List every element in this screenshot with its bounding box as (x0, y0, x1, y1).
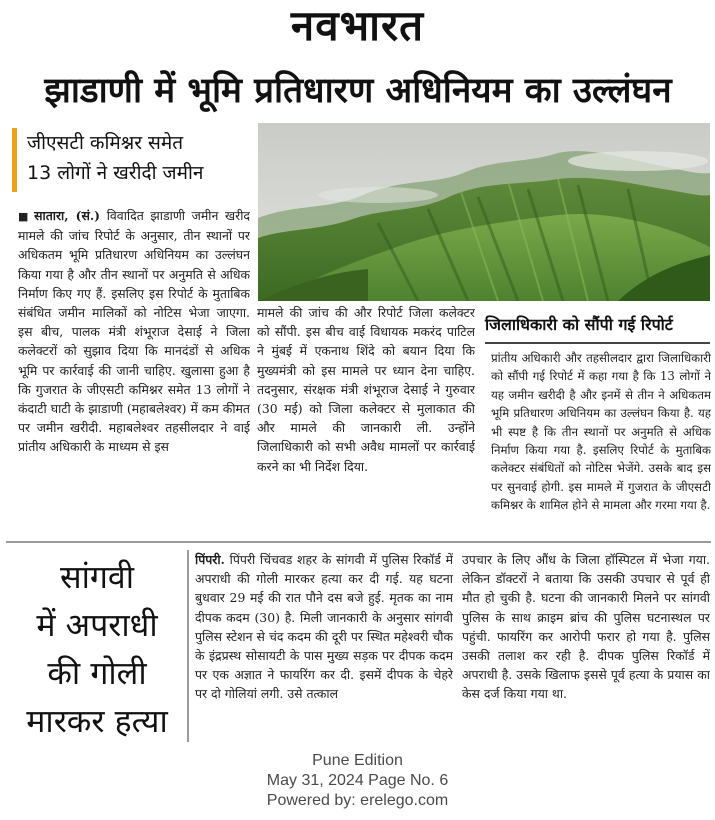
story-text: उपचार के लिए औंध के जिला हॉस्पिटल में भेजा गया. लेकिन डॉक्टरों ने बताया कि उसकी उपचार से पूर्व ही मौत हो चुकी है. घटना की जानकारी मिलने पर सांगवी पुलिस के साथ क्राइम ब्रांच की पुलिस घटनास्थल पर पहुंची. फायरिंग कर आरोपी फरार हो गया है. पुलिस उसकी तलाश कर रही है. दीपक पुलिस रिकॉर्ड में अपराधी है. उसके खिलाफ इससे पूर्व हत्या के प्रयास का केस दर्ज किया गया था. (462, 552, 710, 702)
sidebar-body: प्रांतीय अधिकारी और तहसीलदार द्वारा जिलाधिकारी को सौंपी गई रिपोर्ट में कहा गया है कि 13 लोगों ने यह जमीन खरीदी है और इनमें से तीन ने अधिकतम भूमि प्रतिधारण अधिनियम का उल्लंघन किया है. यह भी स्पष्ट है कि तीन स्थानों पर अनुमति से अधिक निर्माण किया गया है. इसलिए रिपोर्ट के मुताबिक कलेक्टर संबंधितों को नोटिस भेजेंगे. उसके बाद इस पर सुनवाई होगी. इस मामले में गुजरात के जीएसटी कमिश्नर के शामिल होने से मामला और गरमा गया है. (491, 351, 711, 513)
mountain-landscape-photo (258, 123, 710, 301)
bullet-square-icon: ■ (18, 210, 32, 223)
page-headline: झाडाणी में भूमि प्रतिधारण अधिनियम का उल्लंघन (44, 71, 672, 111)
subheadline-line-2: 13 लोगों ने खरीदी जमीन (27, 162, 204, 184)
story2-headline-line: की गोली (47, 654, 147, 692)
story-column-1 (18, 206, 250, 536)
story2-headline-line: सांगवी (59, 558, 135, 596)
story-column-2 (257, 303, 475, 535)
edition-label: Pune Edition (312, 752, 403, 769)
powered-by-label: Powered by: erelego.com (266, 792, 449, 809)
story-text: पिंपरी चिंचवड शहर के सांगवी में पुलिस रिकॉर्ड में अपराधी की गोली मारकर हत्या कर दी गई. यह घटना बुधवार 29 मई की रात पौने दस बजे हुई. मृतक का नाम दीपक कदम (30) है. मिली जानकारी के अनुसार सांगवी पुलिस स्टेशन से चंद कदम की दूरी पर स्थित महेश्वरी चौक के इंद्रप्रस्थ सोसायटी के पास मुख्य सड़क पर दीपक कदम पर एक अज्ञात ने फायरिंग कर दी. इसमें दीपक के चेहरे पर दो गोलियां लगी. उसे तत्काल (195, 552, 453, 702)
date-page-label: May 31, 2024 Page No. 6 (266, 772, 449, 789)
story2-column-1 (195, 550, 453, 740)
story2-headline-line: में अपराधी (36, 606, 158, 644)
story-text: मामले की जांच की और रिपोर्ट जिला कलेक्टर को सौंपी. इस बीच वाई विधायक मकरंद पाटिल ने मुंबई में एकनाथ शिंदे को बयान दिया कि मुख्यमंत्री को इस मामले पर ध्यान देना चाहिए. तदनुसार, संरक्षक मंत्री शंभूराज देसाई ने गुरुवार (30 मई) को जिला कलेक्टर से मुलाकात की और मामले की जानकारी ली. उन्होंने जिलाधिकारी को सभी अवैध मामलों पर कार्रवाई करने का भी निर्देश दिया. (257, 305, 475, 474)
story-subheadline (12, 128, 257, 192)
story2-column-2 (462, 550, 710, 740)
dateline: सातारा, (सं.) (34, 208, 101, 223)
newspaper-masthead: नवभारत (290, 1, 425, 50)
column-divider (187, 550, 189, 742)
sidebar-heading: जिलाधिकारी को सौंपी गई रिपोर्ट (485, 308, 710, 344)
story2-headline (12, 553, 182, 753)
page-footer (0, 751, 715, 811)
story2-headline-line: मारकर हत्या (26, 702, 168, 740)
dateline: पिंपरी. (195, 552, 225, 567)
story-text: विवादित झाडाणी जमीन खरीद मामले की जांच रिपोर्ट के अनुसार, तीन स्थानों पर अधिकतम भूमि प्रतिधारण अधिनियम का उल्लंघन किया गया है और तीन स्थानों पर अनुमति से अधिक निर्माण किए गए हैं. इसलिए इस रिपोर्ट के मुताबिक संबंधित जमीन मालिकों को नोटिस भेजा जाएगा. इस बीच, पालक मंत्री शंभूराज देसाई ने जिला कलेक्टरों को सुझाव दिया कि मानदंडों से अधिक भूमि पर कार्रवाई की जानी चाहिए. खुलासा हुआ है कि गुजरात के जीएसटी कमिश्नर समेत 13 लोगों ने कंदाटी घाटी के झाडाणी (महाबलेश्वर) में कम कीमत पर जमीन खरीदी. महाबलेश्वर तहसीलदार ने वाई प्रांतीय अधिकारी के माध्यम से इस (18, 208, 250, 455)
subheadline-line-1: जीएसटी कमिश्नर समेत (27, 132, 184, 154)
section-divider (6, 541, 711, 543)
